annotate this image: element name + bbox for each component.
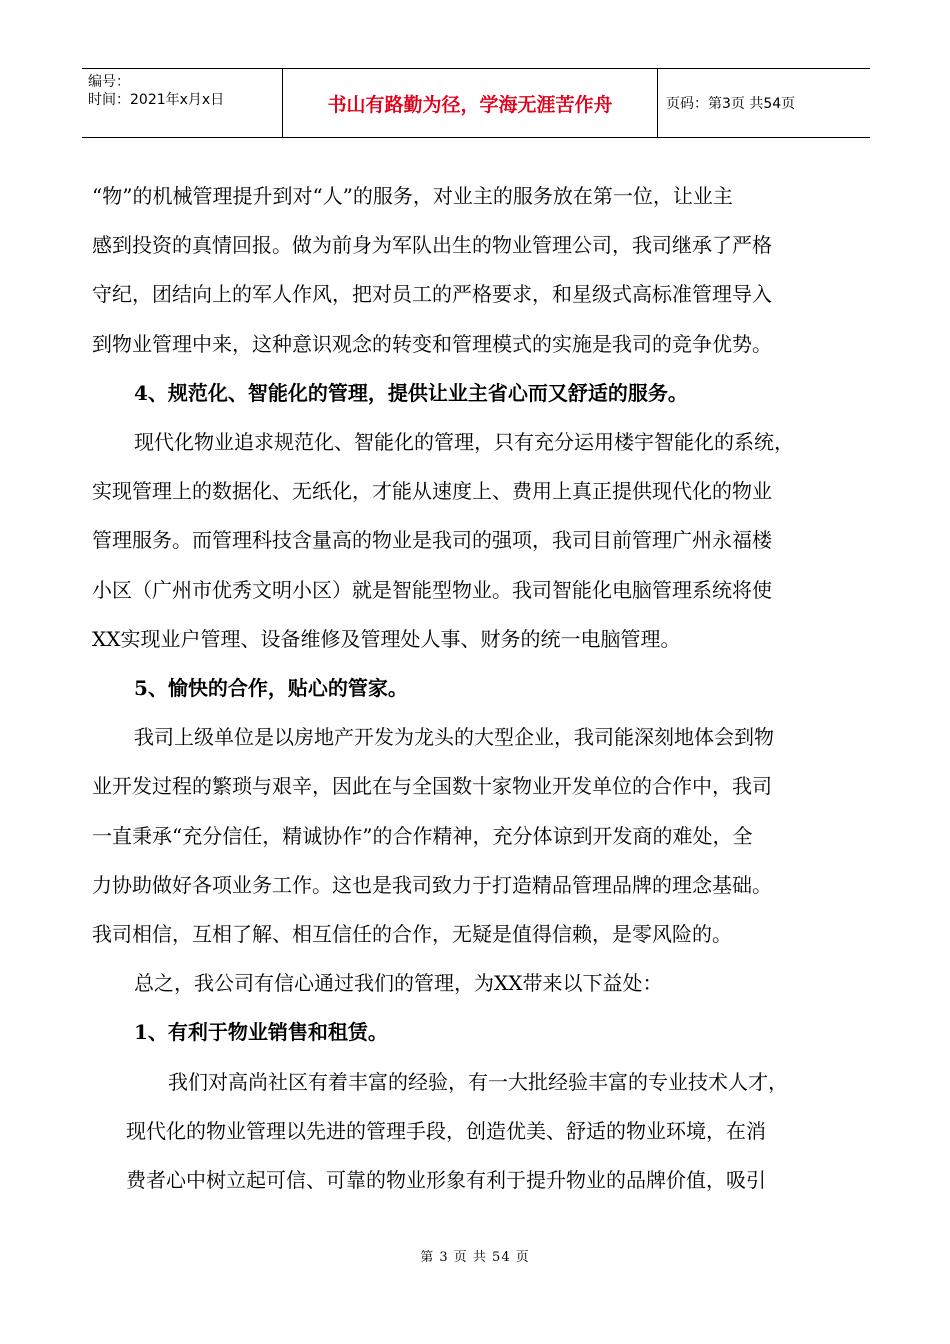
body-line: 费者心中树立起可信、可靠的物业形象有利于提升物业的品牌价值，吸引 (126, 1168, 766, 1193)
body-line: 业开发过程的繁琐与艰辛，因此在与全国数十家物业开发单位的合作中，我司 (92, 774, 772, 799)
body-line: 管理服务。而管理科技含量高的物业是我司的强项，我司目前管理广州永福楼 (92, 528, 772, 553)
document-date: 时间：2021年x月x日 (88, 92, 225, 108)
document-body (92, 172, 862, 1205)
body-line: 我们对高尚社区有着丰富的经验，有一大批经验丰富的专业技术人才， (168, 1069, 788, 1094)
section-heading-5: 5、愉快的合作，贴心的管家。 (134, 676, 408, 701)
document-number-label: 编号： (88, 74, 130, 90)
body-line: 守纪，团结向上的军人作风，把对员工的严格要求，和星级式高标准管理导入 (92, 282, 772, 307)
header-page-info: 页码：第3页 共54页 (666, 96, 796, 112)
body-line: 感到投资的真情回报。做为前身为军队出生的物业管理公司，我司继承了严格 (92, 233, 772, 258)
page-header (82, 68, 870, 138)
section-heading-4: 4、规范化、智能化的管理，提供让业主省心而又舒适的服务。 (134, 380, 688, 405)
body-line: 现代化物业追求规范化、智能化的管理，只有充分运用楼宇智能化的系统， (134, 430, 794, 455)
page-footer: 第 3 页 共 54 页 (420, 1250, 530, 1265)
body-line: “物”的机械管理提升到对“人”的服务，对业主的服务放在第一位，让业主 (92, 184, 733, 208)
body-line: 一直秉承“充分信任，精诚协作”的合作精神，充分体谅到开发商的难处，全 (92, 823, 753, 848)
body-line: 小区（广州市优秀文明小区）就是智能型物业。我司智能化电脑管理系统将使 (92, 577, 772, 602)
body-line: 实现管理上的数据化、无纸化，才能从速度上、费用上真正提供现代化的物业 (92, 479, 772, 504)
body-line: 力协助做好各项业务工作。这也是我司致力于打造精品管理品牌的理念基础。 (92, 872, 772, 897)
header-meta (82, 69, 282, 137)
body-line: XX实现业户管理、设备维修及管理处人事、财务的统一电脑管理。 (92, 626, 681, 651)
body-line: 到物业管理中来，这种意识观念的转变和管理模式的实施是我司的竞争优势。 (92, 331, 772, 356)
section-heading-1: 1、有利于物业销售和租赁。 (134, 1020, 388, 1045)
body-line: 我司上级单位是以房地产开发为龙头的大型企业，我司能深刻地体会到物 (134, 725, 774, 750)
header-motto: 书山有路勤为径，学海无涯苦作舟 (282, 69, 658, 137)
body-line: 总之，我公司有信心通过我们的管理，为XX带来以下益处： (134, 971, 663, 996)
body-line: 现代化的物业管理以先进的管理手段，创造优美、舒适的物业环境，在消 (126, 1118, 766, 1143)
body-line: 我司相信，互相了解、相互信任的合作，无疑是值得信赖，是零风险的。 (92, 922, 732, 947)
